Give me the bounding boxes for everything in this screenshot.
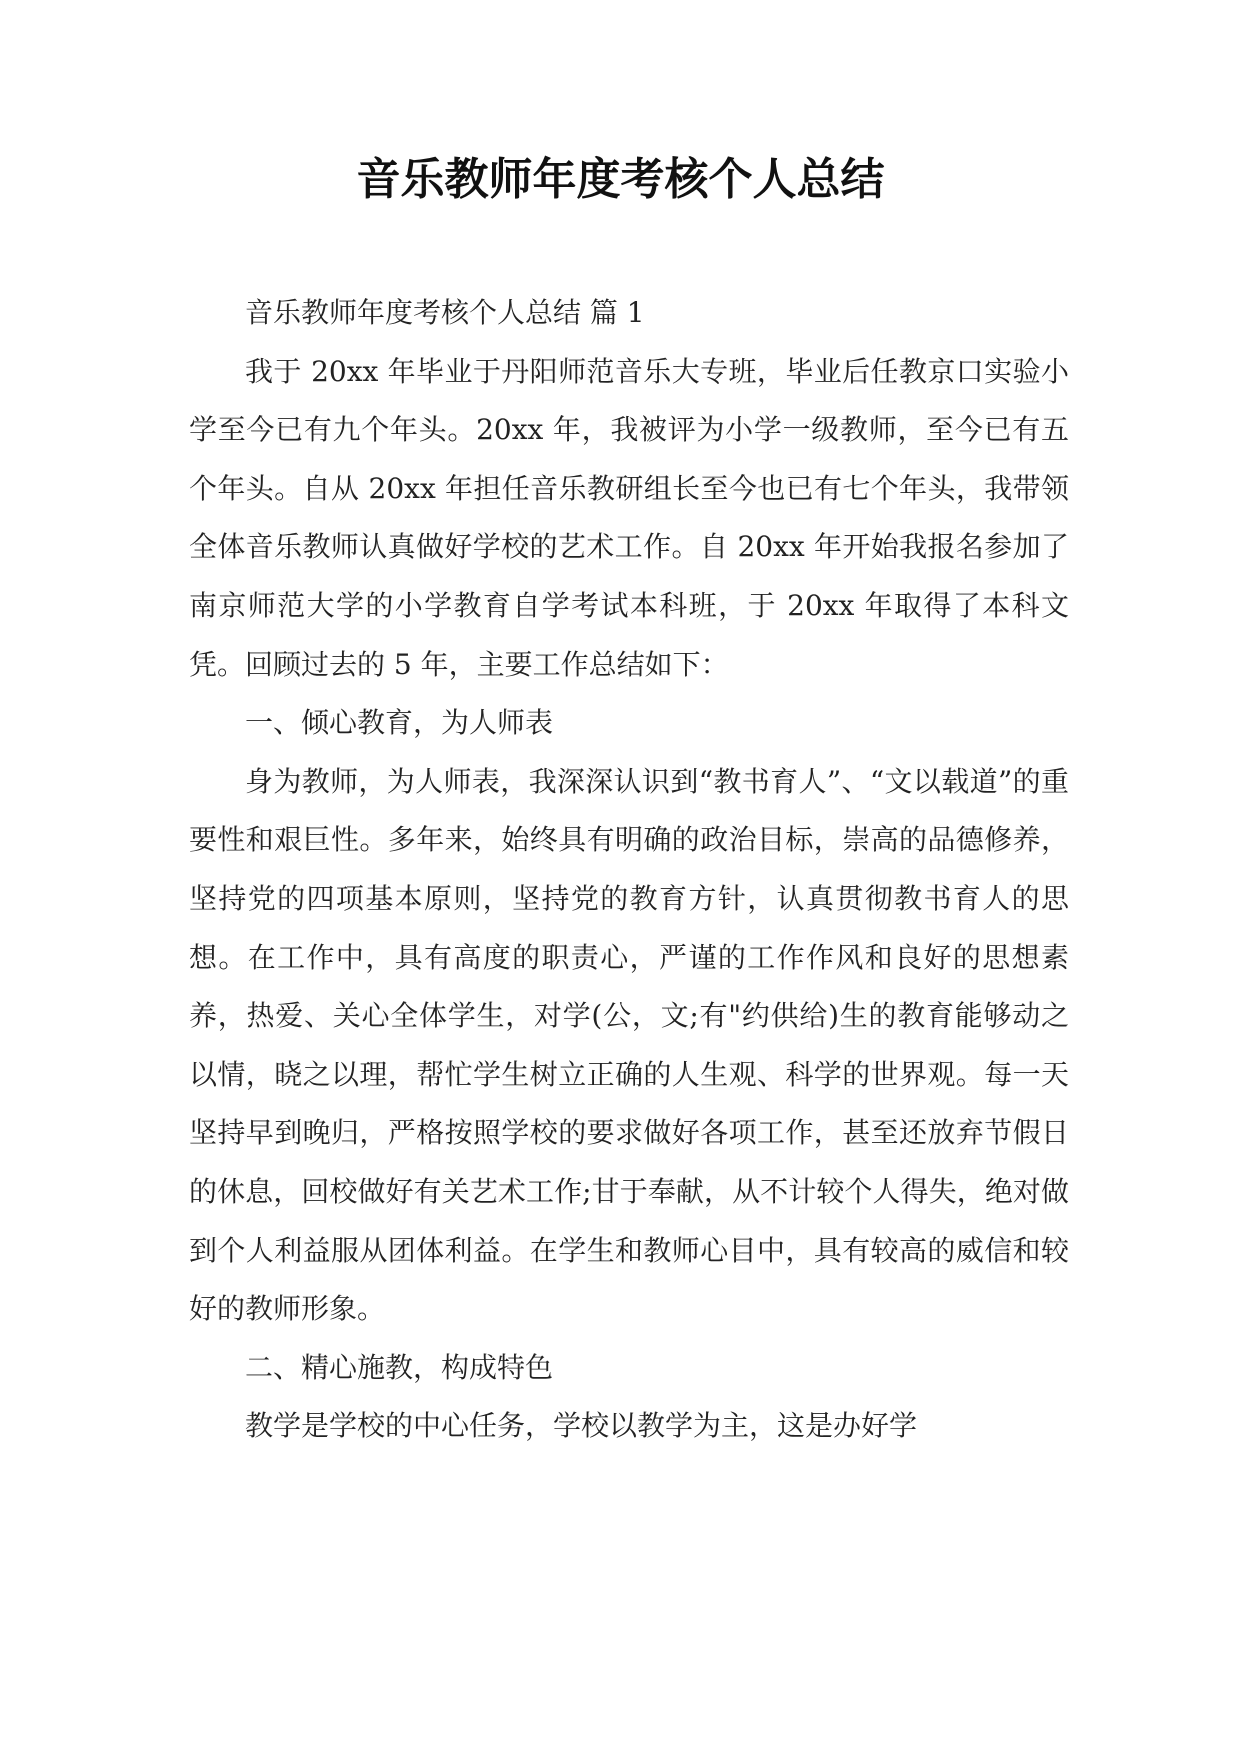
paragraph: 身为教师，为人师表，我深深认识到“教书育人”、“文以载道”的重要性和艰巨性。多年来，始终具有明确的政治目标，崇高的品德修养，坚持党的四项基本原则，坚持党的教育方针，认真贯彻教书育人的思想。在工作中，具有高度的职责心，严谨的工作作风和良好的思想素养，热爱、关心全体学生，对学(公，文;有"约供给)生的教育能够动之以情，晓之以理，帮忙学生树立正确的人生观、科学的世界观。每一天坚持早到晚归，严格按照学校的要求做好各项工作，甚至还放弃节假日的休息，回校做好有关艺术工作;甘于奉献，从不计较个人得失，绝对做到个人利益服从团体利益。在学生和教师心目中，具有较高的威信和较好的教师形象。 (189, 764, 1069, 1326)
section-heading: 一、倾心教育，为人师表 (245, 706, 554, 740)
section-title: 音乐教师年度考核个人总结 篇 1 (245, 296, 645, 329)
document-body (189, 284, 1069, 1456)
paragraph: 我于 20xx 年毕业于丹阳师范音乐大专班，毕业后任教京口实验小学至今已有九个年头。20xx 年，我被评为小学一级教师，至今已有五个年头。自从 20xx 年担任音乐教研组长至今也已有七个年头，我带领全体音乐教师认真做好学校的艺术工作。自 20xx 年开始我报名参加了南京师范大学的小学教育自学考试本科班，于 20xx 年取得了本科文凭。回顾过去的 5 年，主要工作总结如下： (189, 354, 1069, 681)
paragraph: 教学是学校的中心任务，学校以教学为主，这是办好学 (245, 1409, 918, 1443)
document-title: 音乐教师年度考核个人总结 (356, 154, 885, 205)
section-heading: 二、精心施教，构成特色 (245, 1350, 554, 1384)
